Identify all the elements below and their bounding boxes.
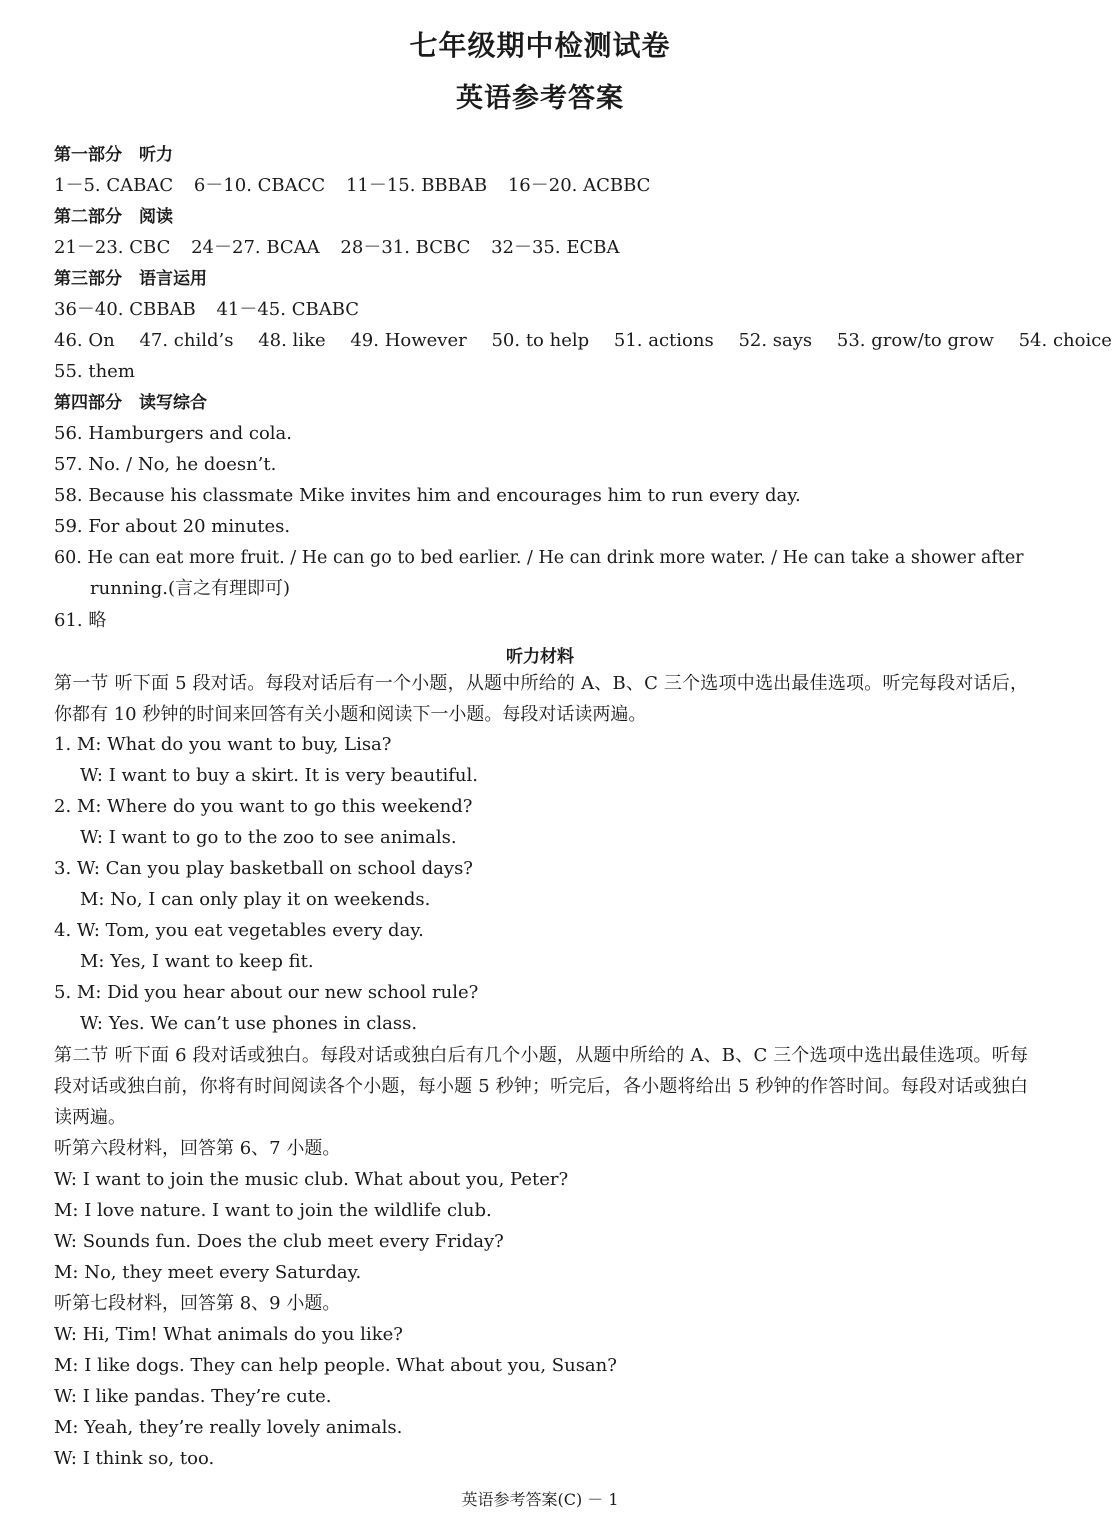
listening-heading: 听力材料 bbox=[506, 647, 574, 667]
answer-group: 6－10. CBACC bbox=[193, 175, 326, 196]
material6-line: M: I love nature. I want to join the wildlife club. bbox=[54, 1200, 492, 1221]
answer-60-continued: running.(言之有理即可) bbox=[90, 578, 291, 599]
answer-57: 57. No. / No, he doesn’t. bbox=[54, 454, 277, 475]
fill-answer-last: 55. them bbox=[54, 361, 135, 382]
section2-intro: 第二节 听下面 6 段对话或独白。每段对话或独白后有几个小题，从题中所给的 A、B、C 三个选项中选出最佳选项。听每段对话或独白前，你将有时间阅读各个小题，每小题 5 秒钟；听完后，各小题将给出 5 秒钟的作答时间。每段对话或独白读两遍。 bbox=[54, 1045, 1028, 1128]
dialogue-3-q: 3. W: Can you play basketball on school days? bbox=[54, 858, 473, 879]
dialogue-5-q: 5. M: Did you hear about our new school rule? bbox=[54, 982, 479, 1003]
page-subtitle: 英语参考答案 bbox=[456, 83, 624, 114]
dialogue-1-a: W: I want to buy a skirt. It is very beautiful. bbox=[80, 765, 478, 786]
part3-fill-answers bbox=[54, 329, 1112, 353]
answer-group: 21－23. CBC bbox=[54, 237, 171, 258]
fill-answer: 50. to help bbox=[491, 330, 590, 351]
material6-line: W: I want to join the music club. What about you, Peter? bbox=[54, 1169, 569, 1190]
fill-answer: 47. child’s bbox=[139, 330, 234, 351]
fill-answer: 49. However bbox=[350, 330, 467, 351]
part3-answers bbox=[54, 298, 1028, 322]
fill-answer: 51. actions bbox=[613, 330, 714, 351]
page-title: 七年级期中检测试卷 bbox=[409, 29, 671, 62]
dialogue-5-a: W: Yes. We can’t use phones in class. bbox=[80, 1013, 418, 1034]
fill-answer: 46. On bbox=[54, 330, 115, 351]
part3-heading: 第三部分 语言运用 bbox=[54, 269, 207, 289]
material6-intro: 听第六段材料，回答第 6、7 小题。 bbox=[54, 1138, 341, 1159]
dialogue-2-q: 2. M: Where do you want to go this weekend? bbox=[54, 796, 473, 817]
fill-answer: 48. like bbox=[258, 330, 326, 351]
answer-60: 60. He can eat more fruit. / He can go to bed earlier. / He can drink more water. / He can take a shower after bbox=[54, 548, 1024, 568]
part1-heading: 第一部分 听力 bbox=[54, 145, 173, 165]
answer-group: 28－31. BCBC bbox=[340, 237, 471, 258]
material6-line: W: Sounds fun. Does the club meet every Friday? bbox=[54, 1231, 504, 1252]
part1-answers bbox=[54, 174, 1028, 198]
answer-56: 56. Hamburgers and cola. bbox=[54, 423, 292, 444]
answer-59: 59. For about 20 minutes. bbox=[54, 516, 291, 537]
part2-heading: 第二部分 阅读 bbox=[54, 207, 173, 227]
fill-answer: 54. choice bbox=[1018, 330, 1112, 351]
dialogue-1-q: 1. M: What do you want to buy, Lisa? bbox=[54, 734, 392, 755]
answer-group: 36－40. CBBAB bbox=[54, 299, 196, 320]
dialogue-3-a: M: No, I can only play it on weekends. bbox=[80, 889, 431, 910]
answer-61: 61. 略 bbox=[54, 610, 107, 631]
material7-line: M: Yeah, they’re really lovely animals. bbox=[54, 1417, 403, 1438]
answer-group: 16－20. ACBBC bbox=[507, 175, 651, 196]
answer-group: 11－15. BBBAB bbox=[345, 175, 488, 196]
section1-intro: 第一节 听下面 5 段对话。每段对话后有一个小题，从题中所给的 A、B、C 三个选项中选出最佳选项。听完每段对话后，你都有 10 秒钟的时间来回答有关小题和阅读下一小题。每段对话读两遍。 bbox=[54, 673, 1028, 725]
answer-group: 24－27. BCAA bbox=[191, 237, 320, 258]
answer-group: 41－45. CBABC bbox=[216, 299, 360, 320]
material7-line: W: I like pandas. They’re cute. bbox=[54, 1386, 332, 1407]
answer-group: 32－35. ECBA bbox=[491, 237, 620, 258]
material7-line: W: Hi, Tim! What animals do you like? bbox=[54, 1324, 403, 1345]
material7-line: M: I like dogs. They can help people. What about you, Susan? bbox=[54, 1355, 617, 1376]
page-footer: 英语参考答案(C) － 1 bbox=[461, 1490, 619, 1509]
material7-intro: 听第七段材料，回答第 8、9 小题。 bbox=[54, 1293, 341, 1314]
answer-group: 1－5. CABAC bbox=[54, 175, 174, 196]
dialogue-4-a: M: Yes, I want to keep fit. bbox=[80, 951, 314, 972]
fill-answer: 53. grow/to grow bbox=[836, 330, 994, 351]
part2-answers bbox=[54, 236, 1028, 260]
answer-58: 58. Because his classmate Mike invites him and encourages him to run every day. bbox=[54, 485, 801, 506]
dialogue-4-q: 4. W: Tom, you eat vegetables every day. bbox=[54, 920, 424, 941]
part4-heading: 第四部分 读写综合 bbox=[54, 393, 207, 413]
material7-line: W: I think so, too. bbox=[54, 1448, 215, 1469]
material6-line: M: No, they meet every Saturday. bbox=[54, 1262, 362, 1283]
dialogue-2-a: W: I want to go to the zoo to see animals. bbox=[80, 827, 457, 848]
fill-answer: 52. says bbox=[738, 330, 813, 351]
